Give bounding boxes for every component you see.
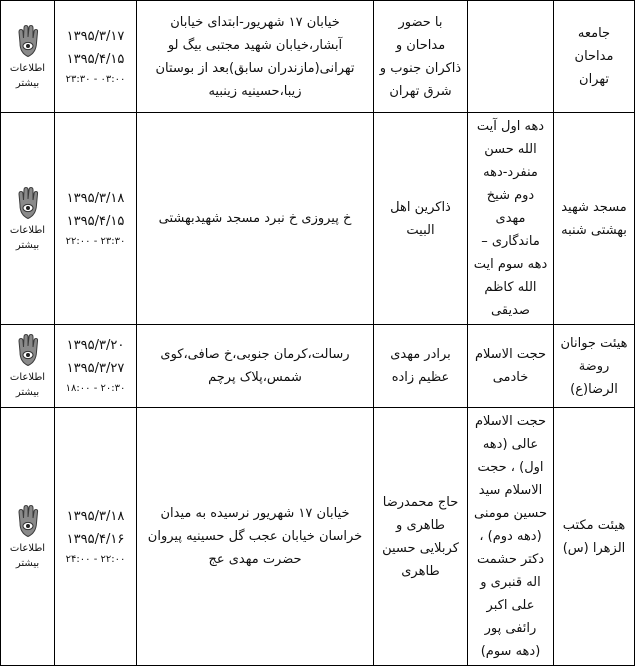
date-cell [55, 408, 137, 666]
end-date: ۱۳۹۵/۴/۱۵ [66, 213, 125, 229]
address-cell: خیابان ۱۷ شهریور-ابتدای خیابان آبشار،خیابان شهید مجتبی بیگ لو تهرانی(مازندران سابق)بعد از بوستان زیبا،حسینیه زینبیه [137, 1, 374, 113]
table-row [1, 325, 635, 408]
reciters-cell: حاج محمدرضا طاهری و کربلایی حسین طاهری [374, 408, 468, 666]
speakers-cell [468, 1, 554, 113]
end-date: ۱۳۹۵/۳/۲۷ [66, 361, 125, 376]
reciters-cell: با حضور مداحان و ذاکران جنوب و شرق تهران [374, 1, 468, 113]
hamsa-hand-icon [13, 332, 43, 368]
table-row [1, 408, 635, 666]
venue-name-cell: مسجد شهید بهشتی شنبه [554, 113, 635, 325]
venue-name-cell: جامعه مداحان تهران [554, 1, 635, 113]
reciters-cell: ذاکرین اهل البیت [374, 113, 468, 325]
more-info-label: بیشتر [15, 557, 40, 569]
end-date: ۱۳۹۵/۴/۱۶ [66, 531, 125, 547]
more-info-label: بیشتر [15, 239, 40, 251]
more-info-label: بیشتر [15, 77, 40, 89]
more-info-label: اطلاعات [9, 62, 46, 74]
reciters-cell: برادر مهدی عظیم زاده [374, 325, 468, 408]
end-date: ۱۳۹۵/۴/۱۵ [66, 51, 125, 67]
more-info-button[interactable] [1, 1, 55, 113]
hamsa-hand-icon [13, 185, 43, 221]
start-date: ۱۳۹۵/۳/۱۷ [66, 28, 125, 44]
more-info-label: بیشتر [15, 387, 40, 398]
more-info-button[interactable] [1, 325, 55, 408]
venue-name-cell: هیئت جوانان روضة الرضا(ع) [554, 325, 635, 408]
start-date: ۱۳۹۵/۳/۲۰ [66, 338, 125, 353]
hamsa-hand-icon [13, 503, 43, 539]
date-cell [55, 1, 137, 113]
time-range: ۲۴:۰۰ - ۲۲:۰۰ [65, 553, 126, 565]
hamsa-hand-icon [13, 23, 43, 59]
more-info-button[interactable] [1, 113, 55, 325]
time-range: ۲۲:۰۰ - ۲۳:۳۰ [65, 235, 126, 247]
address-cell: خیابان ۱۷ شهریور نرسیده به میدان خراسان خیابان عجب گل حسینیه پیروان حضرت مهدی عج [137, 408, 374, 666]
more-info-label: اطلاعات [9, 372, 46, 383]
speakers-cell: حجت الاسلام عالی (دهه اول) ، حجت الاسلام سید حسین مومنی (دهه دوم) ، دکتر حشمت اله قنبری و علی اکبر رائفی پور (دهه سوم) [468, 408, 554, 666]
more-info-label: اطلاعات [9, 542, 46, 554]
more-info-button[interactable] [1, 408, 55, 666]
venue-name-cell: هیئت مکتب الزهرا (س) [554, 408, 635, 666]
speakers-cell: دهه اول آیت الله حسن منفرد-دهه دوم شیخ مهدی ماندگاری – دهه سوم ایت الله کاظم صدیقی [468, 113, 554, 325]
date-cell [55, 113, 137, 325]
table-row [1, 113, 635, 325]
date-cell [55, 325, 137, 408]
table-row [1, 1, 635, 113]
time-range: ۱۸:۰۰ - ۲۰:۳۰ [65, 383, 126, 394]
time-range: ۲۳:۳۰ - ۰۳:۰۰ [65, 73, 126, 85]
start-date: ۱۳۹۵/۳/۱۸ [66, 508, 125, 524]
address-cell: رسالت،کرمان جنوبی،خ صافی،کوی شمس،پلاک پرچم [137, 325, 374, 408]
start-date: ۱۳۹۵/۳/۱۸ [66, 190, 125, 206]
address-cell: خ پیروزی خ نبرد مسجد شهیدبهشتی [137, 113, 374, 325]
speakers-cell: حجت الاسلام خادمی [468, 325, 554, 408]
more-info-label: اطلاعات [9, 224, 46, 236]
